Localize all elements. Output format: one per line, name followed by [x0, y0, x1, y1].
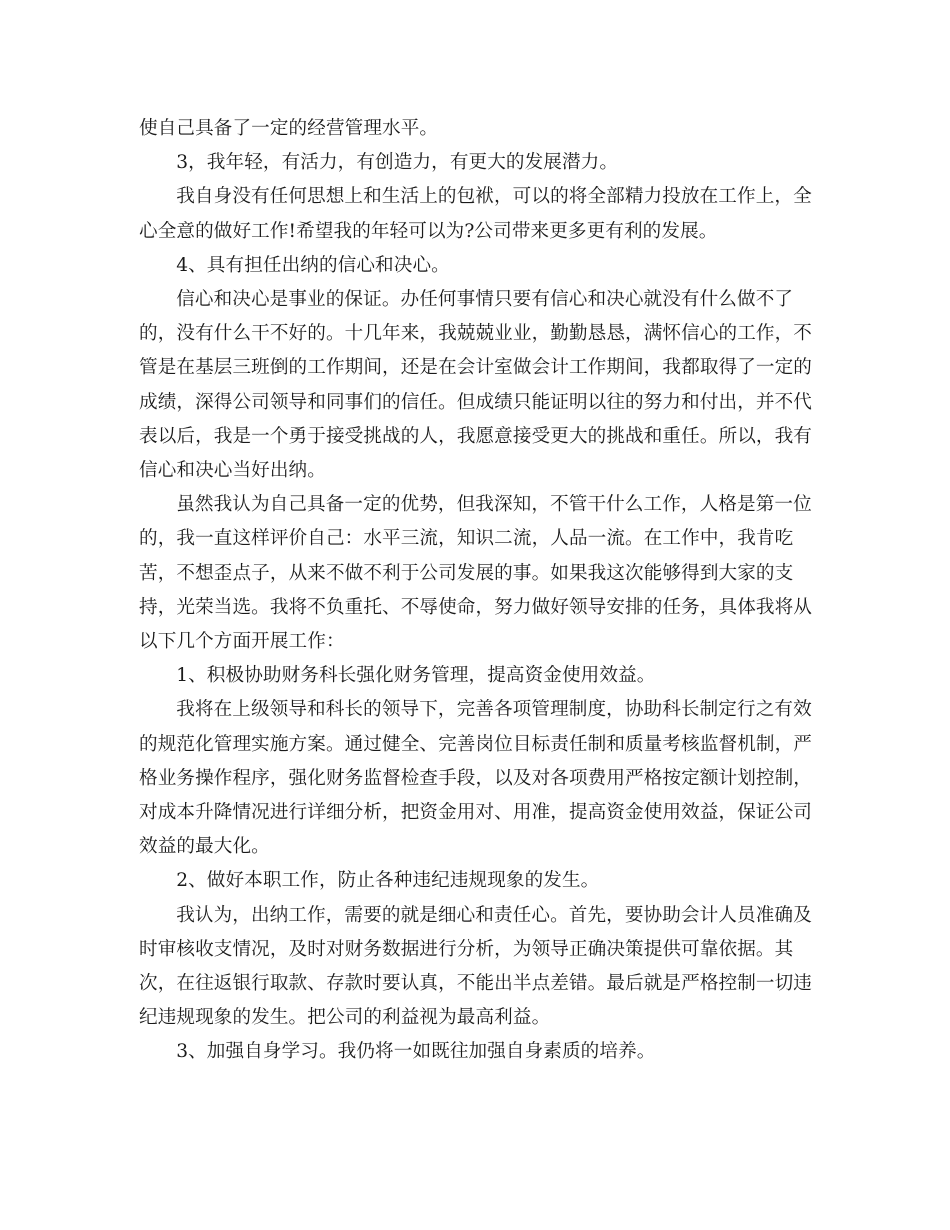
paragraph-item-2: 2、做好本职工作，防止各种违纪违规现象的发生。 — [176, 870, 600, 892]
paragraph-point-4: 4、具有担任出纳的信心和决心。 — [176, 254, 450, 276]
paragraph-body: 我自身没有任何思想上和生活上的包袱，可以的将全部精力投放在工作上，全心全意的做好工作!希望我的年轻可以为?公司带来更多更有利的发展。 — [139, 186, 812, 242]
paragraph-item-3: 3、加强自身学习。我仍将一如既往加强自身素质的培养。 — [176, 1041, 656, 1063]
paragraph-body: 信心和决心是事业的保证。办任何事情只要有信心和决心就没有什么做不了的，没有什么干不好的。十几年来，我兢兢业业，勤勤恳恳，满怀信心的工作，不管是在基层三班倒的工作期间，还是在会计室做会计工作期间，我都取得了一定的成绩，深得公司领导和同事们的信任。但成绩只能证明以往的努力和付出，并不代表以后，我是一个勇于接受挑战的人，我愿意接受更大的挑战和重任。所以，我有信心和决心当好出纳。 — [139, 289, 812, 482]
paragraph-body: 虽然我认为自己具备一定的优势，但我深知，不管干什么工作，人格是第一位的，我一直这样评价自己：水平三流，知识二流，人品一流。在工作中，我肯吃苦，不想歪点子，从来不做不利于公司发展的事。如果我这次能够得到大家的支持，光荣当选。我将不负重托、不辱使命，努力做好领导安排的任务，具体我将从以下几个方面开展工作： — [139, 494, 812, 653]
paragraph-point-3: 3，我年轻，有活力，有创造力，有更大的发展潜力。 — [176, 152, 619, 174]
paragraph-continuation: 使自己具备了一定的经营管理水平。 — [139, 118, 439, 139]
paragraph-body: 我认为，出纳工作，需要的就是细心和责任心。首先，要协助会计人员准确及时审核收支情况，及时对财务数据进行分析，为领导正确决策提供可靠依据。其次，在往返银行取款、存款时要认真，不能出半点差错。最后就是严格控制一切违纪违规现象的发生。把公司的利益视为最高利益。 — [139, 904, 812, 1029]
paragraph-body: 我将在上级领导和科长的领导下，完善各项管理制度，协助科长制定行之有效的规范化管理实施方案。通过健全、完善岗位目标责任制和质量考核监督机制，严格业务操作程序，强化财务监督检查手段，以及对各项费用严格按定额计划控制，对成本升降情况进行详细分析，把资金用对、用准，提高资金使用效益，保证公司效益的最大化。 — [139, 699, 812, 858]
body-text — [139, 112, 819, 1070]
paragraph-item-1: 1、积极协助财务科长强化财务管理，提高资金使用效益。 — [176, 665, 656, 687]
